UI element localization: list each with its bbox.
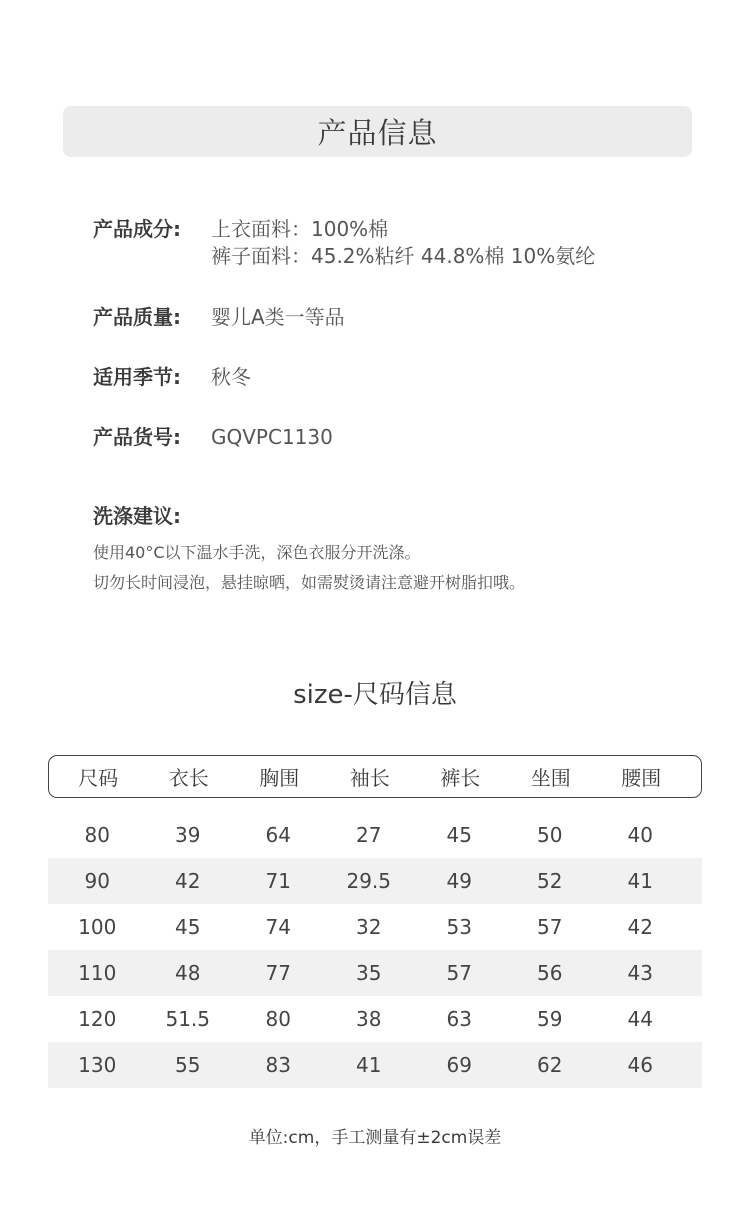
table-cell: 39 (175, 823, 201, 847)
table-cell: 52 (537, 869, 563, 893)
table-cell: 40 (627, 823, 653, 847)
table-cell: 63 (446, 1007, 472, 1031)
info-row-sku (93, 424, 333, 451)
table-cell: 130 (78, 1053, 117, 1077)
header-cell-top-length: 衣长 (168, 766, 209, 790)
composition-value (211, 216, 595, 270)
header-cell-hip: 坐围 (530, 766, 571, 790)
table-cell: 29.5 (346, 869, 392, 893)
table-cell: 57 (446, 961, 472, 985)
table-cell: 38 (356, 1007, 382, 1031)
table-row (48, 996, 702, 1042)
table-cell: 90 (84, 869, 110, 893)
table-cell: 35 (356, 961, 382, 985)
table-cell: 62 (537, 1053, 563, 1077)
table-cell: 55 (175, 1053, 201, 1077)
table-cell: 80 (265, 1007, 291, 1031)
sku-label: 产品货号: (93, 425, 181, 449)
table-cell: 100 (78, 915, 117, 939)
table-cell: 69 (446, 1053, 472, 1077)
table-cell: 83 (265, 1053, 291, 1077)
table-cell: 43 (627, 961, 653, 985)
size-title: size-尺码信息 (293, 680, 457, 710)
table-cell: 51.5 (165, 1007, 211, 1031)
table-cell: 41 (627, 869, 653, 893)
table-cell: 80 (84, 823, 110, 847)
composition-line-bottom: 裤子面料：45.2%粘纤 44.8%棉 10%氨纶 (211, 244, 596, 268)
table-cell: 53 (446, 915, 472, 939)
page-title: 产品信息 (317, 116, 438, 150)
table-cell: 120 (78, 1007, 117, 1031)
season-label: 适用季节: (93, 365, 181, 389)
wash-instruction-line: 使用40°C以下温水手洗，深色衣服分开洗涤。 (93, 543, 421, 562)
table-cell: 42 (175, 869, 201, 893)
header-cell-chest: 胸围 (259, 766, 300, 790)
section-header (63, 106, 692, 157)
info-row-composition (93, 216, 595, 270)
header-cell-size: 尺码 (78, 766, 119, 790)
table-row (48, 950, 702, 996)
info-row-season (93, 364, 251, 391)
table-cell: 57 (537, 915, 563, 939)
info-row-quality (93, 304, 345, 331)
quality-value: 婴儿A类一等品 (211, 305, 345, 329)
table-row (48, 858, 702, 904)
table-cell: 32 (356, 915, 382, 939)
table-cell: 45 (175, 915, 201, 939)
measurement-note: 单位:cm，手工测量有±2cm误差 (248, 1128, 502, 1148)
size-table-header (48, 755, 702, 798)
header-cell-pants-length: 裤长 (440, 766, 481, 790)
composition-label: 产品成分: (93, 217, 181, 241)
table-cell: 42 (627, 915, 653, 939)
table-row (48, 1042, 702, 1088)
table-cell: 77 (265, 961, 291, 985)
size-table (48, 755, 702, 1088)
table-cell: 49 (446, 869, 472, 893)
table-cell: 71 (265, 869, 291, 893)
composition-line-top: 上衣面料：100%棉 (211, 217, 389, 241)
table-cell: 50 (537, 823, 563, 847)
header-cell-sleeve: 袖长 (349, 766, 390, 790)
table-cell: 46 (627, 1053, 653, 1077)
sku-value: GQVPC1130 (211, 425, 333, 449)
size-table-body (48, 812, 702, 1088)
quality-label: 产品质量: (93, 305, 181, 329)
wash-title: 洗涤建议: (93, 504, 181, 528)
table-row (48, 904, 702, 950)
season-value: 秋冬 (211, 365, 251, 389)
table-cell: 44 (627, 1007, 653, 1031)
table-cell: 64 (265, 823, 291, 847)
header-cell-waist: 腰围 (621, 766, 662, 790)
table-cell: 110 (78, 961, 117, 985)
wash-instruction-line: 切勿长时间浸泡，悬挂晾晒，如需熨烫请注意避开树脂扣哦。 (93, 573, 526, 592)
table-cell: 74 (265, 915, 291, 939)
table-row (48, 812, 702, 858)
table-cell: 45 (446, 823, 472, 847)
table-cell: 27 (356, 823, 382, 847)
table-cell: 41 (356, 1053, 382, 1077)
table-cell: 56 (537, 961, 563, 985)
table-cell: 59 (537, 1007, 563, 1031)
table-cell: 48 (175, 961, 201, 985)
